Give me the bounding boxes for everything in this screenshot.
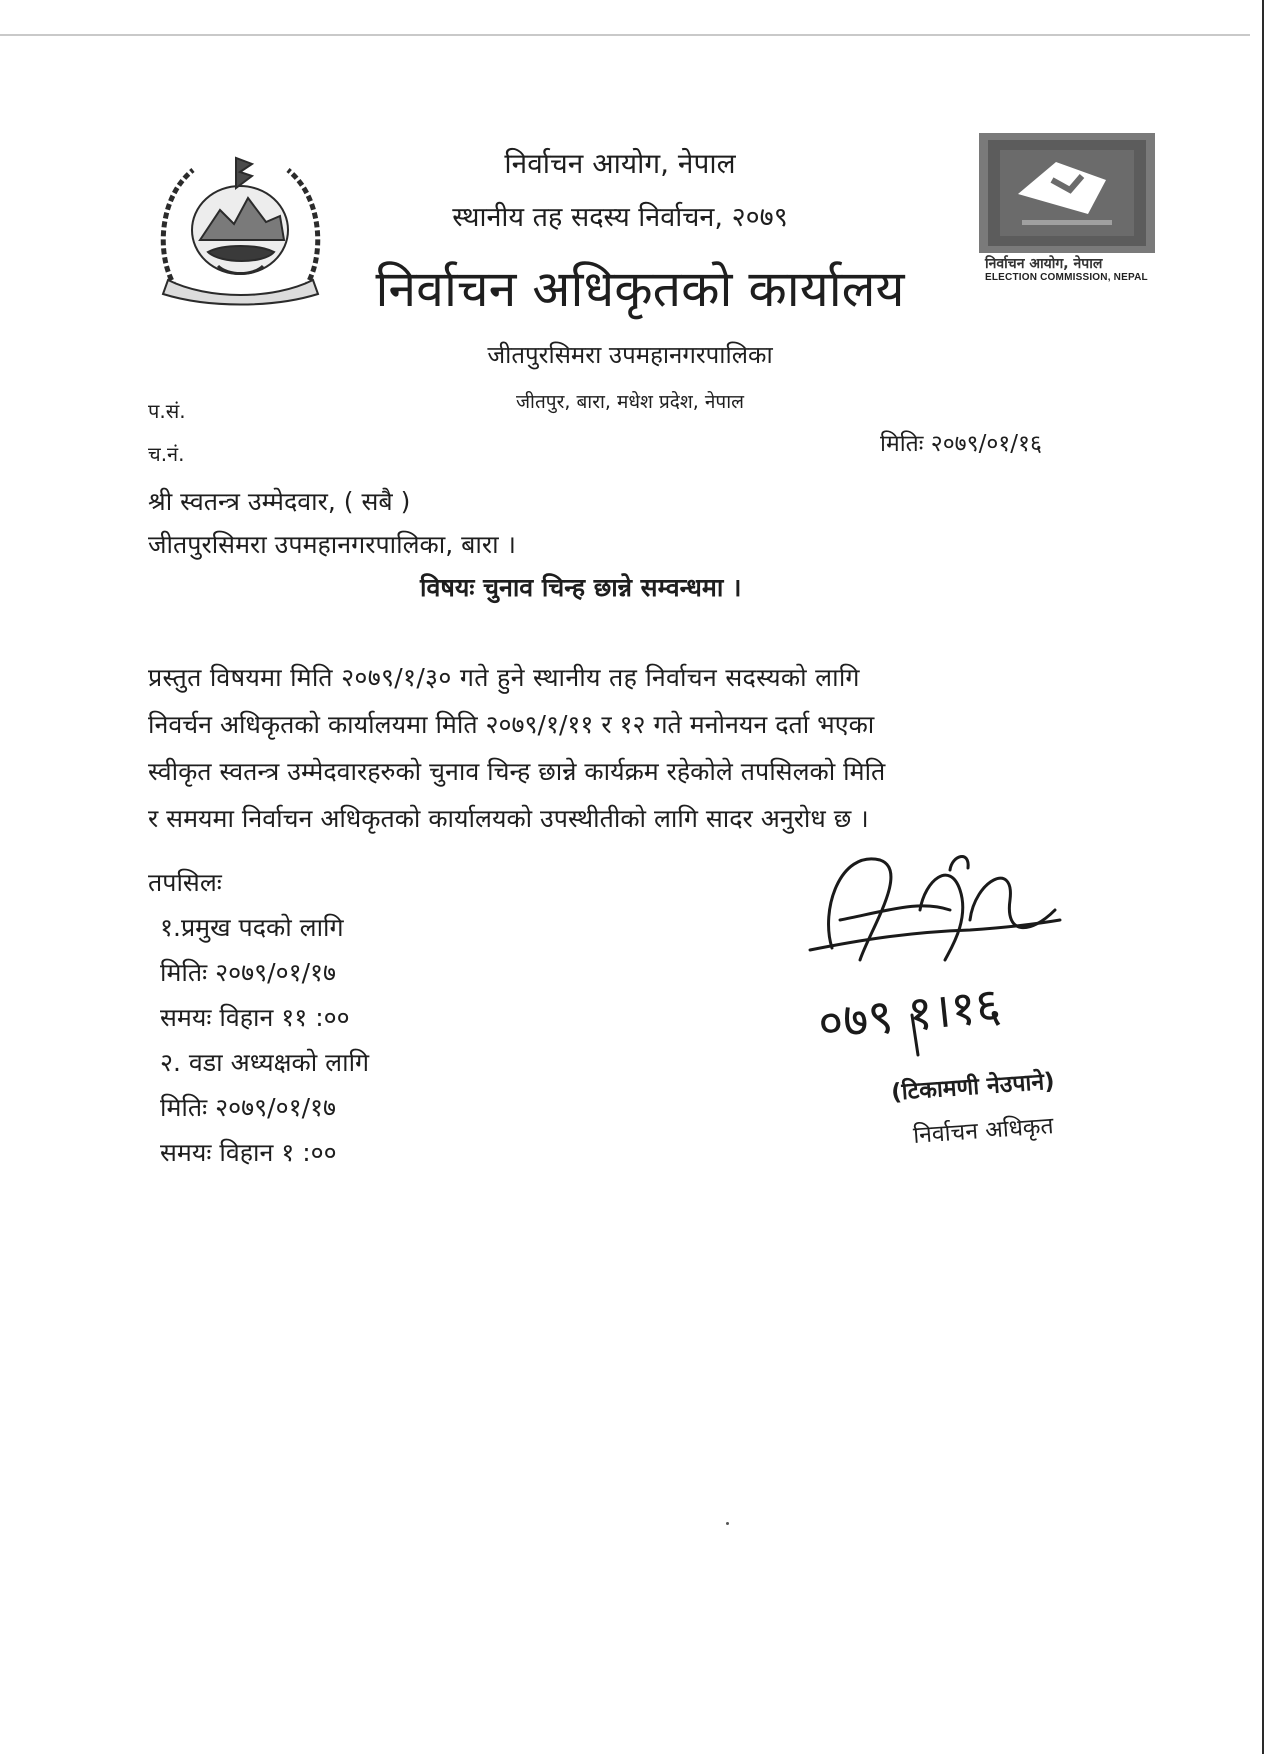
handwritten-signature <box>800 840 1120 1080</box>
election-commission-logo-icon <box>978 132 1156 254</box>
signatory-title: निर्वाचन अधिकृत <box>912 1113 1055 1149</box>
body-line: स्वीकृत स्वतन्त्र उम्मेदवारहरुको चुनाव चिन्ह छान्ने कार्यक्रम रहेकोले तपसिलको मिति <box>148 757 886 786</box>
patra-sankhya-label: प.सं. <box>148 399 186 423</box>
subject-line: विषयः चुनाव चिन्ह छान्ने सम्वन्धमा । <box>420 573 742 602</box>
ec-caption-english: ELECTION COMMISSION, NEPAL <box>985 272 1148 283</box>
schedule-item-2-time: समयः विहान १ :०० <box>160 1138 337 1167</box>
schedule-heading: तपसिलः <box>148 868 222 897</box>
schedule-item-1-date: मितिः २०७९/०१/१७ <box>160 958 336 987</box>
recipient-line-1: श्री स्वतन्त्र उम्मेदवार, ( सबै ) <box>148 487 411 516</box>
recipient-line-2: जीतपुरसिमरा उपमहानगरपालिका, बारा । <box>148 530 516 559</box>
office-address: जीतपुर, बारा, मधेश प्रदेश, नेपाल <box>515 391 745 413</box>
chalani-number-label: च.नं. <box>148 442 185 466</box>
header-commission: निर्वाचन आयोग, नेपाल <box>504 147 736 180</box>
nepal-emblem-icon <box>148 148 333 308</box>
schedule-item-1-title: १.प्रमुख पदको लागि <box>160 913 344 942</box>
body-line: प्रस्तुत विषयमा मिति २०७९/१/३० गते हुने स्थानीय तह निर्वाचन सदस्यको लागि <box>148 663 860 692</box>
office-title: निर्वाचन अधिकृतको कार्यालय <box>375 260 905 318</box>
ec-caption-nepali: निर्वाचन आयोग, नेपाल <box>985 256 1103 272</box>
signature-date: ०७९ १।१६ <box>815 977 1004 1052</box>
header-election: स्थानीय तह सदस्य निर्वाचन, २०७९ <box>452 202 788 233</box>
scan-edge-top <box>0 34 1250 36</box>
scan-speck <box>726 1522 729 1525</box>
body-line: निवर्चन अधिकृतको कार्यालयमा मिति २०७९/१/११ र १२ गते मनोनयन दर्ता भएका <box>148 710 875 739</box>
signatory-name: (टिकामणी नेउपाने) <box>890 1068 1056 1106</box>
body-line: र समयमा निर्वाचन अधिकृतको कार्यालयको उपस्थीतीको लागि सादर अनुरोध छ । <box>148 804 869 833</box>
schedule-item-2-title: २. वडा अध्यक्षको लागि <box>160 1048 370 1077</box>
letter-date: मितिः २०७९/०१/१६ <box>880 431 1042 457</box>
schedule-item-1-time: समयः विहान ११ :०० <box>160 1003 350 1032</box>
municipality-name: जीतपुरसिमरा उपमहानगरपालिका <box>487 341 773 369</box>
scan-edge-right <box>1262 0 1264 1754</box>
schedule-item-2-date: मितिः २०७९/०१/१७ <box>160 1093 336 1122</box>
